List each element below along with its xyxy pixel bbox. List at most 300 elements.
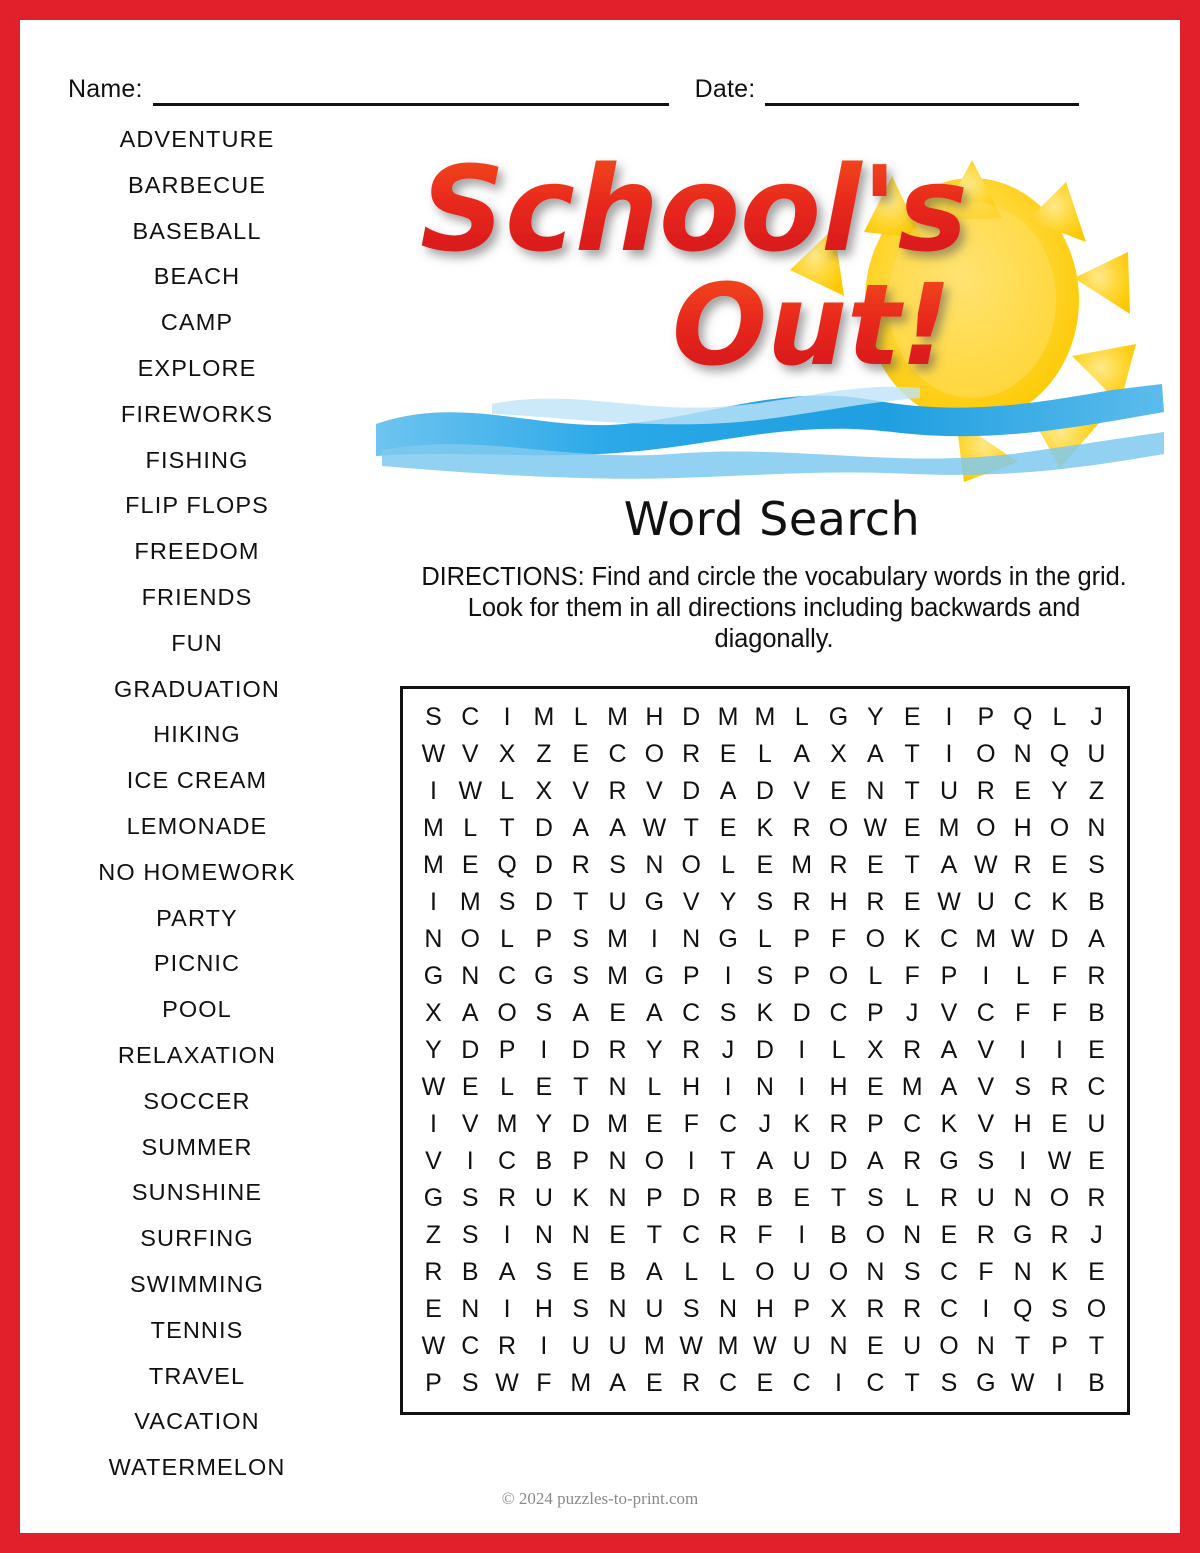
grid-cell[interactable]: K <box>756 999 774 1027</box>
grid-cell[interactable]: I <box>1056 1036 1063 1064</box>
grid-cell[interactable]: D <box>829 1147 848 1175</box>
grid-cell[interactable]: R <box>608 1036 627 1064</box>
grid-cell[interactable]: O <box>828 814 849 842</box>
grid-cell[interactable]: M <box>754 703 776 731</box>
grid-cell[interactable]: O <box>828 1258 849 1286</box>
grid-cell[interactable]: D <box>1050 925 1069 953</box>
grid-cell[interactable]: B <box>461 1258 479 1286</box>
grid-cell[interactable]: E <box>1014 777 1031 805</box>
grid-cell[interactable]: A <box>940 851 958 879</box>
grid-cell[interactable]: M <box>717 703 739 731</box>
grid-cell[interactable]: V <box>977 1073 995 1101</box>
grid-cell[interactable]: C <box>829 999 848 1027</box>
date-input-line[interactable] <box>765 77 1079 106</box>
grid-cell[interactable]: E <box>1051 1110 1068 1138</box>
grid-cell[interactable]: M <box>717 1332 739 1360</box>
grid-cell[interactable]: T <box>573 888 589 916</box>
grid-cell[interactable]: C <box>682 999 701 1027</box>
grid-cell[interactable]: N <box>976 1332 995 1360</box>
grid-cell[interactable]: U <box>608 1332 627 1360</box>
grid-cell[interactable]: I <box>724 1073 732 1101</box>
grid-cell[interactable]: G <box>534 962 554 990</box>
grid-cell[interactable]: M <box>607 703 628 731</box>
grid-cell[interactable]: Q <box>1049 740 1070 768</box>
grid-cell[interactable]: R <box>792 888 811 916</box>
grid-cell[interactable]: E <box>756 1369 774 1397</box>
grid-cell[interactable]: R <box>1050 1221 1069 1249</box>
grid-cell[interactable]: I <box>503 1295 511 1323</box>
grid-cell[interactable]: R <box>866 1295 885 1323</box>
grid-cell[interactable]: Z <box>536 740 552 768</box>
grid-cell[interactable]: A <box>461 999 479 1027</box>
grid-cell[interactable]: W <box>937 888 961 916</box>
grid-cell[interactable]: C <box>792 1369 811 1397</box>
grid-cell[interactable]: M <box>607 1110 628 1138</box>
grid-cell[interactable]: I <box>982 962 990 990</box>
grid-cell[interactable]: E <box>1088 1258 1105 1286</box>
grid-cell[interactable]: W <box>863 814 888 842</box>
grid-cell[interactable]: A <box>609 814 626 842</box>
grid-cell[interactable]: D <box>682 1184 701 1212</box>
grid-cell[interactable]: D <box>571 1110 590 1138</box>
grid-cell[interactable]: E <box>461 851 479 879</box>
grid-cell[interactable]: N <box>424 925 443 953</box>
grid-cell[interactable]: I <box>724 962 732 990</box>
grid-cell[interactable]: O <box>755 1258 775 1286</box>
grid-cell[interactable]: S <box>1088 851 1105 879</box>
grid-cell[interactable]: R <box>976 1221 995 1249</box>
grid-cell[interactable]: B <box>1088 999 1105 1027</box>
grid-cell[interactable]: M <box>496 1110 518 1138</box>
grid-cell[interactable]: O <box>976 740 996 768</box>
grid-cell[interactable]: K <box>572 1184 590 1212</box>
grid-cell[interactable]: I <box>798 1036 806 1064</box>
grid-cell[interactable]: A <box>646 999 663 1027</box>
grid-cell[interactable]: C <box>1087 1073 1106 1101</box>
grid-cell[interactable]: C <box>461 1332 480 1360</box>
grid-cell[interactable]: C <box>498 962 517 990</box>
grid-cell[interactable]: C <box>461 703 480 731</box>
grid-cell[interactable]: N <box>866 1258 885 1286</box>
grid-cell[interactable]: I <box>540 1332 548 1360</box>
grid-cell[interactable]: P <box>977 703 995 731</box>
grid-cell[interactable]: G <box>718 925 738 953</box>
grid-cell[interactable]: G <box>644 962 665 990</box>
grid-cell[interactable]: I <box>945 740 953 768</box>
grid-cell[interactable]: L <box>794 703 809 731</box>
grid-cell[interactable]: T <box>904 777 920 805</box>
grid-cell[interactable]: P <box>940 962 958 990</box>
grid-cell[interactable]: W <box>458 777 483 805</box>
grid-cell[interactable]: I <box>429 888 437 916</box>
grid-cell[interactable]: V <box>572 777 590 805</box>
grid-cell[interactable]: R <box>498 1332 517 1360</box>
grid-cell[interactable]: E <box>903 703 921 731</box>
grid-cell[interactable]: I <box>798 1073 806 1101</box>
grid-cell[interactable]: L <box>757 740 772 768</box>
grid-cell[interactable]: F <box>1015 999 1031 1027</box>
grid-cell[interactable]: S <box>572 925 590 953</box>
grid-cell[interactable]: O <box>644 1147 665 1175</box>
grid-cell[interactable]: J <box>905 999 919 1027</box>
grid-cell[interactable]: C <box>866 1369 885 1397</box>
grid-cell[interactable]: W <box>642 814 667 842</box>
grid-cell[interactable]: E <box>793 1184 811 1212</box>
grid-cell[interactable]: N <box>1013 740 1032 768</box>
grid-cell[interactable]: Y <box>535 1110 553 1138</box>
grid-cell[interactable]: I <box>1056 1369 1063 1397</box>
grid-cell[interactable]: F <box>536 1369 552 1397</box>
grid-cell[interactable]: I <box>429 777 437 805</box>
grid-cell[interactable]: P <box>646 1184 663 1212</box>
grid-cell[interactable]: G <box>939 1147 959 1175</box>
grid-cell[interactable]: N <box>829 1332 848 1360</box>
grid-cell[interactable]: U <box>792 1258 811 1286</box>
grid-cell[interactable]: L <box>500 925 515 953</box>
grid-cell[interactable]: L <box>1015 962 1030 990</box>
grid-cell[interactable]: C <box>719 1369 738 1397</box>
grid-cell[interactable]: I <box>650 925 658 953</box>
grid-cell[interactable]: S <box>461 1184 479 1212</box>
grid-cell[interactable]: W <box>421 740 446 768</box>
grid-cell[interactable]: P <box>1051 1332 1068 1360</box>
grid-cell[interactable]: X <box>830 1295 847 1323</box>
grid-cell[interactable]: L <box>721 851 735 879</box>
grid-cell[interactable]: P <box>572 1147 590 1175</box>
grid-cell[interactable]: A <box>609 1369 626 1397</box>
grid-cell[interactable]: I <box>1019 1036 1027 1064</box>
grid-cell[interactable]: U <box>792 1332 811 1360</box>
grid-cell[interactable]: A <box>498 1258 516 1286</box>
grid-cell[interactable]: A <box>719 777 737 805</box>
grid-cell[interactable]: W <box>679 1332 704 1360</box>
grid-cell[interactable]: F <box>830 925 847 953</box>
grid-cell[interactable]: V <box>646 777 663 805</box>
grid-cell[interactable]: O <box>497 999 517 1027</box>
grid-cell[interactable]: L <box>721 1258 735 1286</box>
grid-cell[interactable]: M <box>975 925 997 953</box>
grid-cell[interactable]: V <box>461 740 479 768</box>
grid-cell[interactable]: W <box>1010 1369 1035 1397</box>
grid-cell[interactable]: A <box>756 1147 774 1175</box>
grid-cell[interactable]: H <box>1013 814 1032 842</box>
grid-cell[interactable]: E <box>719 740 737 768</box>
grid-cell[interactable]: L <box>868 962 883 990</box>
grid-cell[interactable]: E <box>867 1073 884 1101</box>
grid-cell[interactable]: A <box>940 1036 958 1064</box>
grid-cell[interactable]: R <box>719 1221 738 1249</box>
grid-cell[interactable]: O <box>828 962 849 990</box>
grid-cell[interactable]: H <box>645 703 664 731</box>
grid-cell[interactable]: S <box>1051 1295 1068 1323</box>
grid-cell[interactable]: S <box>940 1369 958 1397</box>
grid-cell[interactable]: A <box>572 814 590 842</box>
grid-cell[interactable]: F <box>683 1110 699 1138</box>
grid-cell[interactable]: X <box>830 740 847 768</box>
grid-cell[interactable]: D <box>534 814 553 842</box>
grid-cell[interactable]: F <box>1051 999 1068 1027</box>
grid-cell[interactable]: S <box>535 1258 553 1286</box>
grid-cell[interactable]: S <box>572 962 590 990</box>
grid-cell[interactable]: C <box>976 999 995 1027</box>
grid-cell[interactable]: T <box>646 1221 663 1249</box>
grid-cell[interactable]: S <box>977 1147 995 1175</box>
grid-cell[interactable]: R <box>792 814 811 842</box>
grid-cell[interactable]: P <box>425 1369 442 1397</box>
grid-cell[interactable]: I <box>540 1036 548 1064</box>
grid-cell[interactable]: U <box>571 1332 590 1360</box>
grid-cell[interactable]: P <box>867 1110 884 1138</box>
grid-cell[interactable]: A <box>867 1147 884 1175</box>
grid-cell[interactable]: E <box>830 777 847 805</box>
grid-cell[interactable]: T <box>683 814 699 842</box>
grid-cell[interactable]: P <box>682 962 700 990</box>
grid-cell[interactable]: M <box>643 1332 665 1360</box>
grid-cell[interactable]: C <box>608 740 627 768</box>
grid-cell[interactable]: C <box>939 1258 959 1286</box>
grid-cell[interactable]: S <box>535 999 553 1027</box>
grid-cell[interactable]: N <box>461 1295 480 1323</box>
grid-cell[interactable]: E <box>609 999 626 1027</box>
grid-cell[interactable]: S <box>867 1184 884 1212</box>
grid-cell[interactable]: V <box>461 1110 479 1138</box>
grid-cell[interactable]: A <box>646 1258 663 1286</box>
grid-cell[interactable]: I <box>982 1295 990 1323</box>
grid-cell[interactable]: M <box>607 962 628 990</box>
grid-cell[interactable]: T <box>720 1147 736 1175</box>
grid-cell[interactable]: I <box>1019 1147 1027 1175</box>
grid-cell[interactable]: S <box>903 1258 921 1286</box>
grid-cell[interactable]: W <box>421 1073 446 1101</box>
grid-cell[interactable]: W <box>421 1332 446 1360</box>
grid-cell[interactable]: M <box>459 888 481 916</box>
grid-cell[interactable]: V <box>977 1110 995 1138</box>
grid-cell[interactable]: E <box>756 851 774 879</box>
name-input-line[interactable] <box>153 77 669 106</box>
grid-cell[interactable]: V <box>977 1036 995 1064</box>
grid-cell[interactable]: M <box>938 814 960 842</box>
grid-cell[interactable]: D <box>755 777 774 805</box>
grid-cell[interactable]: E <box>719 814 737 842</box>
grid-cell[interactable]: E <box>1088 1036 1105 1064</box>
grid-cell[interactable]: M <box>533 703 555 731</box>
grid-cell[interactable]: O <box>1049 814 1070 842</box>
grid-cell[interactable]: D <box>534 888 553 916</box>
grid-cell[interactable]: U <box>792 1147 811 1175</box>
grid-cell[interactable]: P <box>793 1295 811 1323</box>
grid-cell[interactable]: F <box>757 1221 773 1249</box>
grid-cell[interactable]: D <box>792 999 811 1027</box>
grid-cell[interactable]: E <box>1088 1147 1105 1175</box>
grid-cell[interactable]: N <box>1013 1184 1032 1212</box>
grid-cell[interactable]: Z <box>425 1221 442 1249</box>
grid-cell[interactable]: X <box>425 999 442 1027</box>
grid-cell[interactable]: S <box>425 703 442 731</box>
grid-cell[interactable]: S <box>461 1369 479 1397</box>
grid-cell[interactable]: C <box>939 1295 959 1323</box>
grid-cell[interactable]: X <box>535 777 553 805</box>
grid-cell[interactable]: A <box>867 740 884 768</box>
grid-cell[interactable]: B <box>1088 888 1105 916</box>
grid-cell[interactable]: V <box>793 777 811 805</box>
grid-cell[interactable]: B <box>609 1258 626 1286</box>
grid-cell[interactable]: E <box>1051 851 1068 879</box>
grid-cell[interactable]: I <box>945 703 953 731</box>
grid-cell[interactable]: R <box>976 777 995 805</box>
grid-cell[interactable]: B <box>830 1221 847 1249</box>
grid-cell[interactable]: K <box>793 1110 811 1138</box>
grid-cell[interactable]: J <box>1090 703 1103 731</box>
grid-cell[interactable]: N <box>608 1073 627 1101</box>
grid-cell[interactable]: E <box>535 1073 553 1101</box>
grid-cell[interactable]: S <box>682 1295 700 1323</box>
grid-cell[interactable]: P <box>498 1036 516 1064</box>
grid-cell[interactable]: A <box>1088 925 1105 953</box>
grid-cell[interactable]: G <box>976 1369 996 1397</box>
grid-cell[interactable]: K <box>1051 1258 1068 1286</box>
grid-cell[interactable]: I <box>798 1221 806 1249</box>
grid-cell[interactable]: R <box>608 777 627 805</box>
grid-cell[interactable]: T <box>573 1073 589 1101</box>
grid-cell[interactable]: L <box>757 925 772 953</box>
grid-cell[interactable]: L <box>684 1258 699 1286</box>
grid-cell[interactable]: R <box>939 1184 959 1212</box>
grid-cell[interactable]: N <box>866 777 885 805</box>
grid-cell[interactable]: R <box>682 1369 701 1397</box>
grid-cell[interactable]: H <box>682 1073 701 1101</box>
grid-cell[interactable]: S <box>1014 1073 1031 1101</box>
grid-cell[interactable]: L <box>500 1073 515 1101</box>
grid-cell[interactable]: P <box>793 925 811 953</box>
grid-cell[interactable]: J <box>758 1110 772 1138</box>
grid-cell[interactable]: N <box>719 1295 738 1323</box>
grid-cell[interactable]: I <box>687 1147 695 1175</box>
grid-cell[interactable]: Q <box>1012 1295 1033 1323</box>
grid-cell[interactable]: N <box>1013 1258 1032 1286</box>
grid-cell[interactable]: C <box>682 1221 701 1249</box>
grid-cell[interactable]: R <box>903 1295 922 1323</box>
grid-cell[interactable]: M <box>570 1369 592 1397</box>
grid-cell[interactable]: H <box>534 1295 553 1323</box>
grid-cell[interactable]: I <box>429 1110 437 1138</box>
grid-cell[interactable]: N <box>608 1147 627 1175</box>
grid-cell[interactable]: Y <box>1051 777 1068 805</box>
grid-cell[interactable]: S <box>756 888 774 916</box>
grid-cell[interactable]: N <box>608 1184 627 1212</box>
grid-cell[interactable]: M <box>607 925 628 953</box>
grid-cell[interactable]: Y <box>425 1036 442 1064</box>
grid-cell[interactable]: P <box>793 962 811 990</box>
grid-cell[interactable]: M <box>423 851 444 879</box>
grid-cell[interactable]: R <box>571 851 590 879</box>
grid-cell[interactable]: D <box>461 1036 480 1064</box>
grid-cell[interactable]: R <box>719 1184 738 1212</box>
grid-cell[interactable]: V <box>940 999 958 1027</box>
grid-cell[interactable]: N <box>534 1221 553 1249</box>
grid-cell[interactable]: N <box>461 962 480 990</box>
grid-cell[interactable]: U <box>645 1295 664 1323</box>
grid-cell[interactable]: D <box>534 851 553 879</box>
grid-cell[interactable]: U <box>903 1332 922 1360</box>
grid-cell[interactable]: R <box>866 888 885 916</box>
grid-cell[interactable]: O <box>939 1332 959 1360</box>
grid-cell[interactable]: S <box>572 1295 590 1323</box>
grid-cell[interactable]: T <box>1015 1332 1031 1360</box>
grid-cell[interactable]: H <box>1013 1110 1032 1138</box>
grid-cell[interactable]: G <box>1012 1221 1033 1249</box>
grid-cell[interactable]: L <box>500 777 515 805</box>
grid-cell[interactable]: U <box>939 777 959 805</box>
grid-cell[interactable]: E <box>867 851 884 879</box>
grid-cell[interactable]: E <box>425 1295 442 1323</box>
grid-cell[interactable]: T <box>499 814 515 842</box>
grid-cell[interactable]: W <box>753 1332 777 1360</box>
grid-cell[interactable]: R <box>424 1258 443 1286</box>
grid-cell[interactable]: O <box>460 925 480 953</box>
grid-cell[interactable]: P <box>535 925 553 953</box>
grid-cell[interactable]: O <box>976 814 996 842</box>
grid-cell[interactable]: U <box>976 888 995 916</box>
grid-cell[interactable]: T <box>904 851 920 879</box>
grid-cell[interactable]: O <box>865 1221 886 1249</box>
grid-cell[interactable]: I <box>503 703 511 731</box>
grid-cell[interactable]: L <box>1052 703 1067 731</box>
grid-cell[interactable]: V <box>425 1147 442 1175</box>
grid-cell[interactable]: O <box>681 851 701 879</box>
grid-cell[interactable]: N <box>608 1295 627 1323</box>
grid-cell[interactable]: R <box>1087 1184 1106 1212</box>
grid-cell[interactable]: D <box>571 1036 590 1064</box>
grid-cell[interactable]: H <box>829 1073 848 1101</box>
grid-cell[interactable]: M <box>791 851 813 879</box>
grid-cell[interactable]: E <box>867 1332 884 1360</box>
grid-cell[interactable]: E <box>646 1110 663 1138</box>
grid-cell[interactable]: A <box>793 740 811 768</box>
grid-cell[interactable]: U <box>534 1184 553 1212</box>
grid-cell[interactable]: C <box>939 925 959 953</box>
grid-cell[interactable]: B <box>1088 1369 1105 1397</box>
grid-cell[interactable]: J <box>1090 1221 1103 1249</box>
grid-cell[interactable]: C <box>903 1110 922 1138</box>
grid-cell[interactable]: H <box>755 1295 774 1323</box>
grid-cell[interactable]: S <box>609 851 626 879</box>
grid-cell[interactable]: Q <box>1012 703 1033 731</box>
grid-cell[interactable]: Z <box>1088 777 1105 805</box>
grid-cell[interactable]: F <box>978 1258 994 1286</box>
grid-cell[interactable]: T <box>904 1369 920 1397</box>
grid-cell[interactable]: R <box>829 1110 848 1138</box>
grid-cell[interactable]: N <box>903 1221 922 1249</box>
grid-cell[interactable]: R <box>829 851 848 879</box>
grid-cell[interactable]: C <box>719 1110 738 1138</box>
grid-cell[interactable]: T <box>830 1184 847 1212</box>
grid-cell[interactable]: G <box>828 703 849 731</box>
grid-cell[interactable]: O <box>644 740 665 768</box>
grid-cell[interactable]: N <box>645 851 664 879</box>
grid-cell[interactable]: B <box>756 1184 774 1212</box>
grid-cell[interactable]: C <box>1013 888 1032 916</box>
grid-cell[interactable]: L <box>831 1036 846 1064</box>
grid-cell[interactable]: W <box>1010 925 1035 953</box>
grid-cell[interactable]: R <box>903 1036 922 1064</box>
grid-cell[interactable]: L <box>905 1184 920 1212</box>
grid-cell[interactable]: A <box>572 999 590 1027</box>
grid-cell[interactable]: B <box>535 1147 553 1175</box>
grid-cell[interactable]: U <box>1087 1110 1106 1138</box>
grid-cell[interactable]: E <box>461 1073 479 1101</box>
grid-cell[interactable]: Y <box>646 1036 663 1064</box>
grid-cell[interactable]: U <box>608 888 627 916</box>
